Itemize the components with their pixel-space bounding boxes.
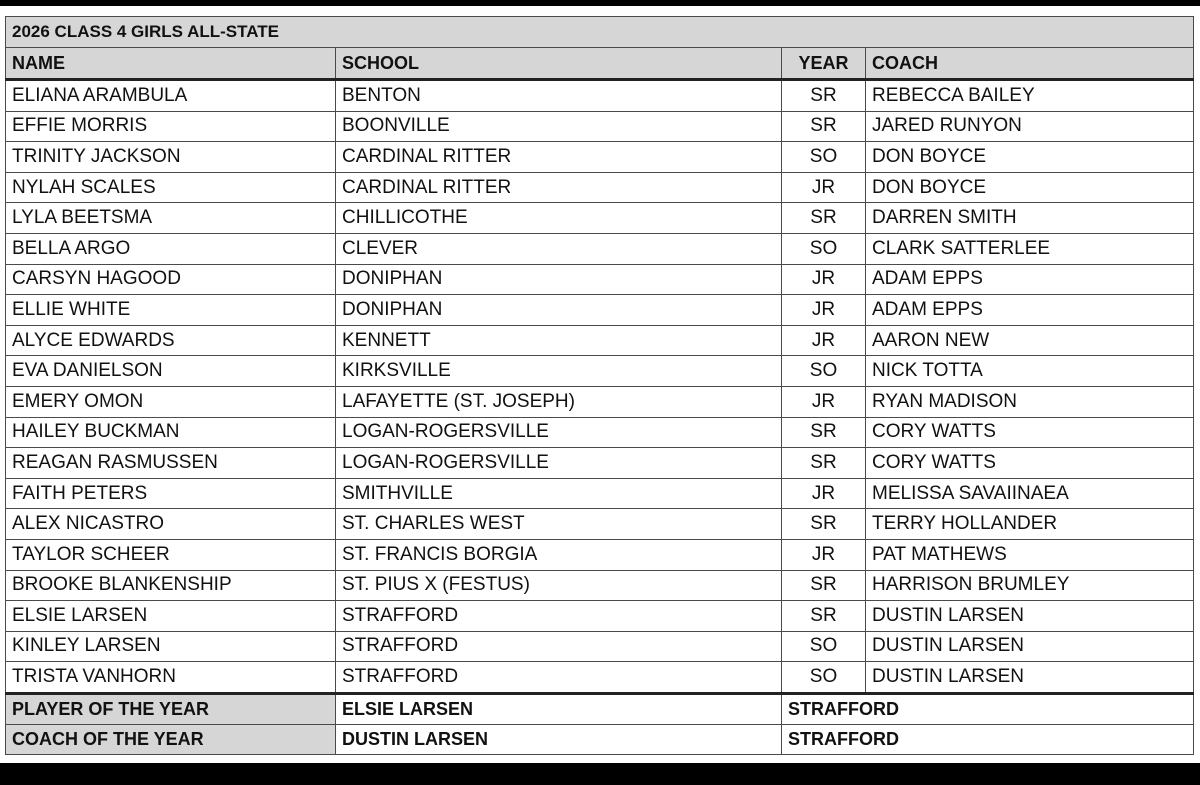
coach-cell: ADAM EPPS [866, 295, 1194, 326]
coach-cell: DON BOYCE [866, 142, 1194, 173]
year-cell: SR [782, 601, 866, 632]
coach-cell: JARED RUNYON [866, 111, 1194, 142]
year-cell: SR [782, 80, 866, 112]
year-cell: SO [782, 233, 866, 264]
table-title: 2026 CLASS 4 GIRLS ALL-STATE [6, 17, 1194, 48]
school-cell: STRAFFORD [336, 631, 782, 662]
coach-cell: AARON NEW [866, 325, 1194, 356]
coach-cell: HARRISON BRUMLEY [866, 570, 1194, 601]
coach-cell: DUSTIN LARSEN [866, 662, 1194, 694]
year-cell: JR [782, 295, 866, 326]
year-cell: JR [782, 386, 866, 417]
award-winner-school: STRAFFORD [782, 724, 1194, 754]
player-name-cell: ELIANA ARAMBULA [6, 80, 336, 112]
coach-cell: DUSTIN LARSEN [866, 631, 1194, 662]
all-state-table [5, 16, 1194, 755]
player-name-cell: BELLA ARGO [6, 233, 336, 264]
column-header-coach: COACH [866, 48, 1194, 80]
column-header-name: NAME [6, 48, 336, 80]
player-name-cell: ELLIE WHITE [6, 295, 336, 326]
awards-body [6, 693, 1194, 754]
coach-cell: TERRY HOLLANDER [866, 509, 1194, 540]
year-cell: SO [782, 356, 866, 387]
table-row [6, 448, 1194, 479]
table-row [6, 570, 1194, 601]
school-cell: LOGAN-ROGERSVILLE [336, 448, 782, 479]
table-title-row [6, 17, 1194, 48]
school-cell: SMITHVILLE [336, 478, 782, 509]
table-row [6, 417, 1194, 448]
year-cell: SR [782, 570, 866, 601]
player-name-cell: TRISTA VANHORN [6, 662, 336, 694]
year-cell: SR [782, 111, 866, 142]
year-cell: JR [782, 264, 866, 295]
table-row [6, 478, 1194, 509]
table-row [6, 509, 1194, 540]
school-cell: BENTON [336, 80, 782, 112]
coach-cell: ADAM EPPS [866, 264, 1194, 295]
player-name-cell: CARSYN HAGOOD [6, 264, 336, 295]
player-name-cell: ALYCE EDWARDS [6, 325, 336, 356]
year-cell: JR [782, 325, 866, 356]
player-name-cell: NYLAH SCALES [6, 172, 336, 203]
player-name-cell: TRINITY JACKSON [6, 142, 336, 173]
table-row [6, 142, 1194, 173]
year-cell: JR [782, 478, 866, 509]
school-cell: CARDINAL RITTER [336, 142, 782, 173]
player-name-cell: EVA DANIELSON [6, 356, 336, 387]
table-row [6, 80, 1194, 112]
column-header-row [6, 48, 1194, 80]
school-cell: STRAFFORD [336, 662, 782, 694]
table-row [6, 233, 1194, 264]
school-cell: KIRKSVILLE [336, 356, 782, 387]
award-row [6, 724, 1194, 754]
year-cell: SR [782, 203, 866, 234]
player-name-cell: ELSIE LARSEN [6, 601, 336, 632]
coach-cell: NICK TOTTA [866, 356, 1194, 387]
school-cell: STRAFFORD [336, 601, 782, 632]
table-row [6, 325, 1194, 356]
school-cell: LAFAYETTE (ST. JOSEPH) [336, 386, 782, 417]
player-name-cell: TAYLOR SCHEER [6, 539, 336, 570]
roster-sheet [0, 6, 1200, 763]
table-row [6, 386, 1194, 417]
table-row [6, 356, 1194, 387]
award-winner-name: ELSIE LARSEN [336, 693, 782, 724]
table-row [6, 539, 1194, 570]
year-cell: SO [782, 631, 866, 662]
table-row [6, 601, 1194, 632]
coach-cell: DARREN SMITH [866, 203, 1194, 234]
coach-cell: REBECCA BAILEY [866, 80, 1194, 112]
coach-cell: CLARK SATTERLEE [866, 233, 1194, 264]
award-label: PLAYER OF THE YEAR [6, 693, 336, 724]
school-cell: CARDINAL RITTER [336, 172, 782, 203]
column-header-year: YEAR [782, 48, 866, 80]
year-cell: SO [782, 662, 866, 694]
coach-cell: CORY WATTS [866, 448, 1194, 479]
roster-body [6, 80, 1194, 694]
school-cell: CHILLICOTHE [336, 203, 782, 234]
table-row [6, 172, 1194, 203]
award-label: COACH OF THE YEAR [6, 724, 336, 754]
player-name-cell: BROOKE BLANKENSHIP [6, 570, 336, 601]
table-row [6, 203, 1194, 234]
player-name-cell: ALEX NICASTRO [6, 509, 336, 540]
school-cell: DONIPHAN [336, 264, 782, 295]
award-winner-name: DUSTIN LARSEN [336, 724, 782, 754]
school-cell: ST. FRANCIS BORGIA [336, 539, 782, 570]
coach-cell: DON BOYCE [866, 172, 1194, 203]
award-winner-school: STRAFFORD [782, 693, 1194, 724]
school-cell: ST. PIUS X (FESTUS) [336, 570, 782, 601]
player-name-cell: FAITH PETERS [6, 478, 336, 509]
coach-cell: DUSTIN LARSEN [866, 601, 1194, 632]
coach-cell: MELISSA SAVAIINAEA [866, 478, 1194, 509]
column-header-school: SCHOOL [336, 48, 782, 80]
year-cell: JR [782, 172, 866, 203]
year-cell: JR [782, 539, 866, 570]
coach-cell: PAT MATHEWS [866, 539, 1194, 570]
coach-cell: RYAN MADISON [866, 386, 1194, 417]
school-cell: CLEVER [336, 233, 782, 264]
player-name-cell: HAILEY BUCKMAN [6, 417, 336, 448]
award-row [6, 693, 1194, 724]
year-cell: SR [782, 448, 866, 479]
school-cell: ST. CHARLES WEST [336, 509, 782, 540]
player-name-cell: KINLEY LARSEN [6, 631, 336, 662]
school-cell: BOONVILLE [336, 111, 782, 142]
school-cell: DONIPHAN [336, 295, 782, 326]
player-name-cell: REAGAN RASMUSSEN [6, 448, 336, 479]
table-row [6, 631, 1194, 662]
player-name-cell: EMERY OMON [6, 386, 336, 417]
year-cell: SR [782, 417, 866, 448]
school-cell: LOGAN-ROGERSVILLE [336, 417, 782, 448]
table-row [6, 662, 1194, 694]
table-row [6, 111, 1194, 142]
table-row [6, 295, 1194, 326]
player-name-cell: LYLA BEETSMA [6, 203, 336, 234]
coach-cell: CORY WATTS [866, 417, 1194, 448]
school-cell: KENNETT [336, 325, 782, 356]
table-row [6, 264, 1194, 295]
year-cell: SR [782, 509, 866, 540]
player-name-cell: EFFIE MORRIS [6, 111, 336, 142]
year-cell: SO [782, 142, 866, 173]
